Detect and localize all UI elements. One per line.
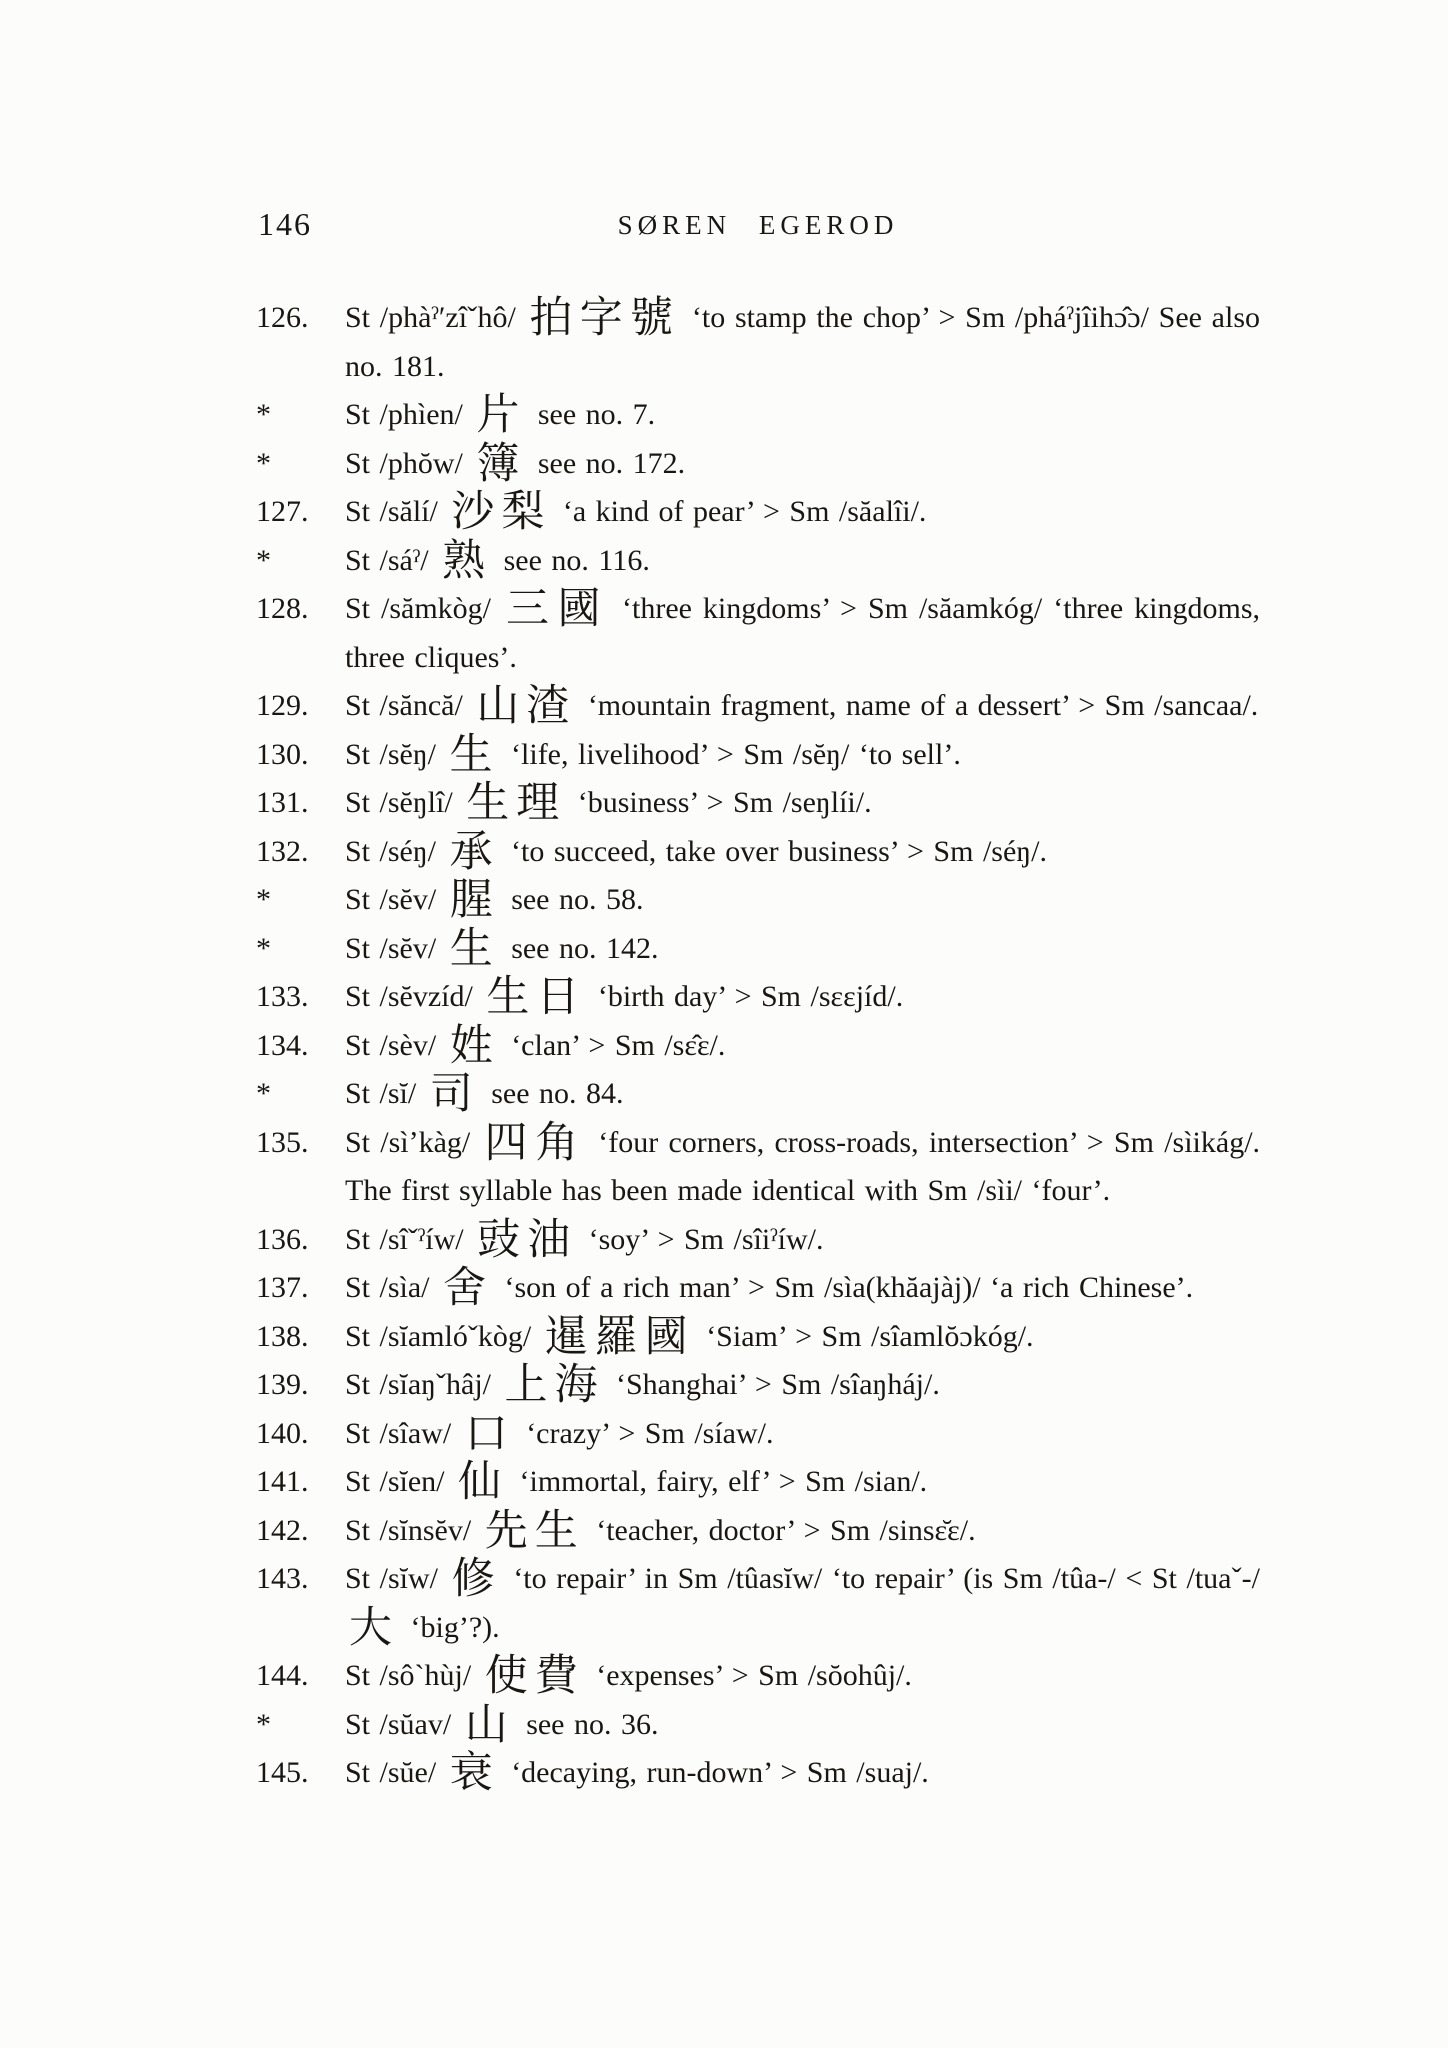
transcription-gloss-text: ‘clan’ > Sm /sɛ̂ɛ/. (511, 1028, 726, 1062)
entry-number: 133. (256, 980, 309, 1013)
entry (256, 731, 1260, 780)
transcription-gloss-text: St /phŏw/ (345, 446, 463, 480)
transcription-gloss-text: ‘four corners, cross-roads, intersection’ > Sm /sìikág/. The first syllable has been made identical with Sm /sìi/ ‘four’. (345, 1125, 1261, 1207)
entry-asterisk-marker: * (256, 446, 271, 480)
transcription-gloss-text: ‘three kingdoms’ > Sm /săamkóg/ ‘three kingdoms, three cliques’. (345, 592, 1261, 674)
entry-number: 139. (256, 1368, 309, 1401)
chinese-characters: 片 (476, 392, 527, 439)
entry (256, 1410, 1260, 1459)
transcription-gloss-text: St /săncă/ (345, 689, 463, 722)
transcription-gloss-text: ‘expenses’ > Sm /sŏohûj/. (596, 1659, 912, 1692)
entry-number: 143. (256, 1562, 309, 1595)
page-header (256, 206, 1260, 248)
entry-asterisk-marker: * (256, 1707, 271, 1741)
transcription-gloss-text: ‘decaying, run-down’ > Sm /suaj/. (511, 1756, 929, 1789)
entry (256, 1119, 1260, 1216)
transcription-gloss-text: St /sìʼkàg/ (345, 1125, 471, 1159)
chinese-characters: 生日 (486, 974, 587, 1021)
entry (256, 1070, 1260, 1119)
transcription-gloss-text: St /sĭamlóˇkòg/ (345, 1319, 532, 1353)
page-number: 146 (258, 206, 312, 242)
entry-asterisk-marker: * (256, 1077, 271, 1110)
transcription-gloss-text: ‘birth day’ > Sm /sɛɛjíd/. (597, 980, 904, 1013)
entry-number: 134. (256, 1028, 309, 1062)
transcription-gloss-text: St /sŭav/ (345, 1707, 452, 1741)
running-title: SØREN EGEROD (617, 210, 899, 240)
entry (256, 1361, 1260, 1410)
entry-asterisk-marker: * (256, 398, 271, 431)
entry (256, 1507, 1260, 1556)
transcription-gloss-text: ‘crazy’ > Sm /síaw/. (526, 1416, 774, 1450)
transcription-gloss-text: ‘life, livelihood’ > Sm /sĕŋ/ ‘to sell’. (511, 737, 961, 771)
transcription-gloss-text: St /sĭw/ (345, 1562, 438, 1595)
entry (256, 1458, 1260, 1507)
transcription-gloss-text: see no. 172. (537, 446, 686, 480)
chinese-characters: 先生 (484, 1507, 585, 1555)
entry (256, 682, 1260, 731)
transcription-gloss-text: St /sèv/ (345, 1028, 437, 1062)
entry-number: 135. (256, 1125, 309, 1159)
entry-list (256, 294, 1260, 1798)
transcription-gloss-text: St /sĭen/ (345, 1465, 445, 1498)
entry (256, 1701, 1260, 1750)
transcription-gloss-text: see no. 142. (511, 931, 659, 965)
transcription-gloss-text: ‘son of a rich man’ > Sm /sìa(khăajàj)/ ‘a rich Chinese’. (504, 1271, 1194, 1304)
transcription-gloss-text: St /séŋ/ (345, 834, 437, 868)
entry (256, 585, 1260, 682)
entry-number: 138. (256, 1319, 309, 1353)
transcription-gloss-text: St /sĕŋlî/ (345, 786, 453, 819)
chinese-characters: 口 (464, 1410, 515, 1458)
entry (256, 537, 1260, 586)
entry-number: 136. (256, 1222, 309, 1256)
transcription-gloss-text: ‘business’ > Sm /seŋlíi/. (577, 786, 872, 819)
chinese-characters: 生 (449, 731, 500, 779)
entry-number: 140. (256, 1416, 309, 1450)
chinese-characters: 山渣 (476, 683, 577, 730)
entry (256, 440, 1260, 489)
transcription-gloss-text: St /phìen/ (345, 398, 463, 431)
transcription-gloss-text: ‘teacher, doctor’ > Sm /sinsɛ̆ɛ/. (596, 1513, 976, 1547)
transcription-gloss-text: St /sîaw/ (345, 1416, 452, 1450)
chinese-characters: 拍字號 (529, 295, 681, 342)
chinese-characters: 大 (349, 1604, 399, 1652)
entry-asterisk-marker: * (256, 931, 271, 965)
chinese-characters: 上海 (504, 1362, 605, 1409)
chinese-characters: 姓 (449, 1022, 500, 1070)
transcription-gloss-text: ‘Shanghai’ > Sm /sîaŋháj/. (616, 1368, 940, 1401)
chinese-characters: 豉油 (477, 1216, 578, 1264)
transcription-gloss-text: ‘to stamp the chop’ > Sm /pháˀjîihɔ̂ɔ/ See also no. 181. (345, 301, 1261, 383)
transcription-gloss-text: ‘immortal, fairy, elf’ > Sm /sian/. (519, 1465, 928, 1498)
transcription-gloss-text: see no. 7. (537, 398, 656, 431)
transcription-gloss-text: St /sôˋhùj/ (345, 1659, 472, 1692)
entry-number: 144. (256, 1659, 309, 1692)
chinese-characters: 使費 (484, 1653, 585, 1700)
entry-number: 127. (256, 495, 309, 528)
entry-number: 130. (256, 737, 309, 771)
chinese-characters: 舍 (443, 1265, 494, 1312)
transcription-gloss-text: see no. 84. (491, 1077, 624, 1110)
transcription-gloss-text: see no. 36. (526, 1707, 659, 1741)
transcription-gloss-text: St /sĕvzíd/ (345, 980, 473, 1013)
chinese-characters: 承 (449, 828, 500, 876)
chinese-characters: 修 (451, 1556, 502, 1603)
entry-number: 141. (256, 1465, 309, 1498)
transcription-gloss-text: St /sĕŋ/ (345, 737, 437, 771)
entry-number: 132. (256, 834, 309, 868)
entry-number: 126. (256, 301, 309, 334)
entry (256, 876, 1260, 925)
entry (256, 1749, 1260, 1798)
entry-number: 142. (256, 1513, 309, 1547)
transcription-gloss-text: ‘mountain fragment, name of a dessert’ > Sm /sancaa/. (587, 689, 1259, 722)
chinese-characters: 生 (449, 925, 500, 973)
entry (256, 1652, 1260, 1701)
entry (256, 1022, 1260, 1071)
entry (256, 391, 1260, 440)
entry-number: 131. (256, 786, 309, 819)
entry-asterisk-marker: * (256, 883, 271, 916)
entry (256, 1216, 1260, 1265)
transcription-gloss-text: see no. 116. (503, 543, 650, 577)
chinese-characters: 熟 (442, 537, 493, 585)
entry (256, 488, 1260, 537)
chinese-characters: 山 (464, 1701, 515, 1749)
entry (256, 1264, 1260, 1313)
chinese-characters: 三國 (506, 586, 609, 633)
transcription-gloss-text: ‘Siam’ > Sm /sîamlŏɔkóg/. (706, 1319, 1034, 1353)
transcription-gloss-text: St /sĕv/ (345, 883, 437, 916)
transcription-gloss-text: St /sĭnsĕv/ (345, 1513, 472, 1547)
entry-number: 137. (256, 1271, 309, 1304)
transcription-gloss-text: ‘to succeed, take over business’ > Sm /séŋ/. (511, 834, 1047, 868)
transcription-gloss-text: St /sămkòg/ (345, 592, 492, 625)
transcription-gloss-text: St /sìa/ (345, 1271, 430, 1304)
transcription-gloss-text: ‘to repair’ in Sm /tûasĭw/ ‘to repair’ (is Sm /tûa-/ < St /tuaˇ-/ (513, 1562, 1261, 1595)
chinese-characters: 仙 (458, 1459, 509, 1506)
transcription-gloss-text: St /sŭe/ (345, 1756, 437, 1789)
chinese-characters: 暹羅國 (544, 1313, 695, 1361)
entry (256, 294, 1260, 391)
chinese-characters: 衰 (449, 1750, 500, 1797)
chinese-characters: 司 (429, 1071, 480, 1118)
entry (256, 973, 1260, 1022)
entry-number: 145. (256, 1756, 309, 1789)
chinese-characters: 四角 (484, 1119, 586, 1167)
transcription-gloss-text: St /sîˇˀíw/ (345, 1222, 464, 1256)
transcription-gloss-text: St /sĭ/ (345, 1077, 417, 1110)
chinese-characters: 生理 (466, 780, 567, 827)
entry-number: 128. (256, 592, 309, 625)
transcription-gloss-text: St /phàˀʹzîˇhô/ (345, 301, 516, 334)
transcription-gloss-text: ‘big’?). (410, 1610, 500, 1644)
entry-number: 129. (256, 689, 309, 722)
transcription-gloss-text: see no. 58. (511, 883, 644, 916)
entry (256, 1313, 1260, 1362)
chinese-characters: 沙梨 (451, 489, 552, 536)
transcription-gloss-text: St /sáˀ/ (345, 543, 429, 577)
chinese-characters: 簿 (476, 440, 527, 488)
transcription-gloss-text: ‘soy’ > Sm /sîiˀíw/. (588, 1222, 824, 1256)
transcription-gloss-text: ‘a kind of pear’ > Sm /săalîi/. (562, 495, 927, 528)
entry (256, 1555, 1260, 1652)
entry-asterisk-marker: * (256, 543, 271, 577)
entry (256, 828, 1260, 877)
chinese-characters: 腥 (449, 877, 500, 924)
transcription-gloss-text: St /sĭaŋˇhâj/ (345, 1368, 491, 1401)
transcription-gloss-text: St /sĕv/ (345, 931, 437, 965)
entry (256, 779, 1260, 828)
entry (256, 925, 1260, 974)
transcription-gloss-text: St /sălí/ (345, 495, 438, 528)
